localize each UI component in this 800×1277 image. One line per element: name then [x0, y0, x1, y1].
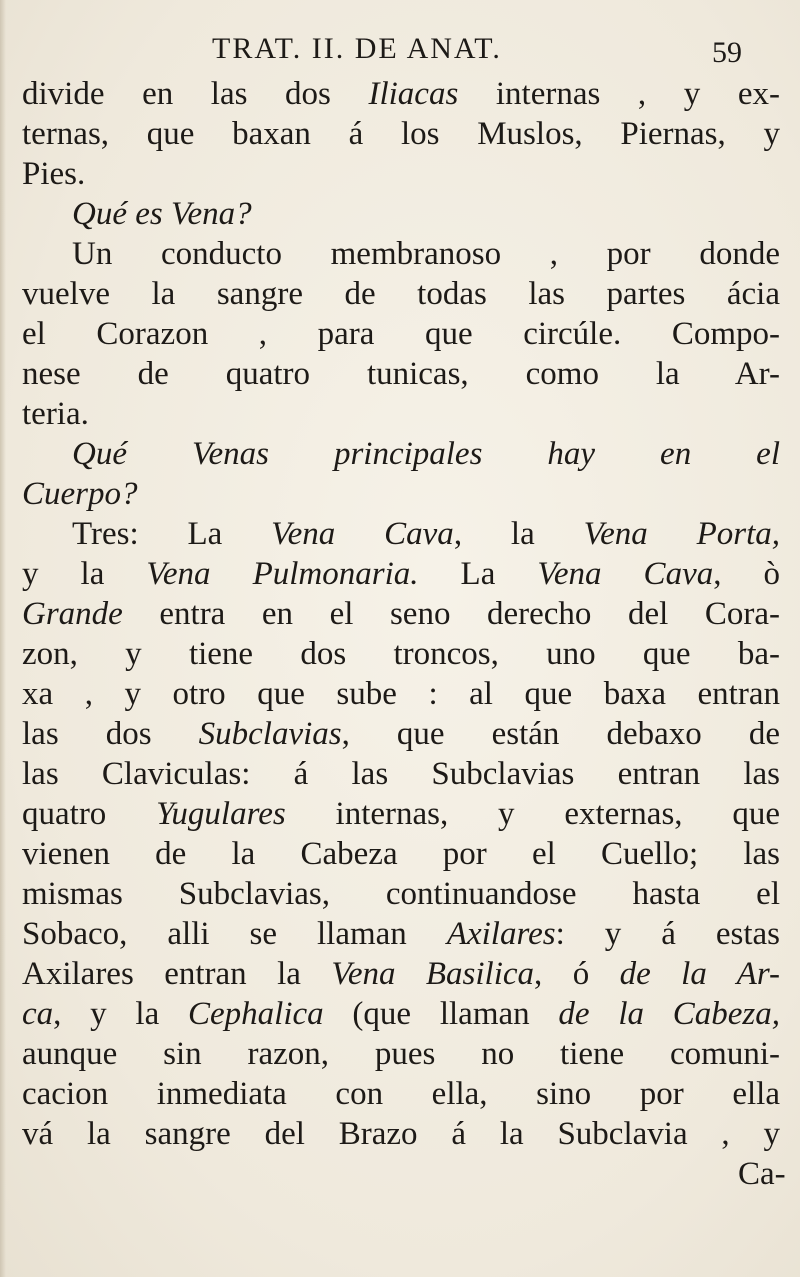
text-line — [22, 594, 780, 634]
text-span: , ó — [534, 956, 620, 992]
text-span: las dos — [22, 716, 199, 752]
text-span: Pies. — [22, 156, 86, 192]
text-span: nese de quatro tunicas, como la Ar- — [22, 356, 780, 392]
page-header — [0, 26, 800, 76]
italic-text: Grande — [22, 596, 123, 632]
text-line — [22, 954, 780, 994]
italic-text: Vena Cava — [537, 556, 714, 592]
text-line — [22, 434, 780, 474]
text-line — [22, 354, 780, 394]
italic-text: Iliacas — [368, 76, 459, 112]
text-span: xa , y otro que sube : al que baxa entran — [22, 676, 780, 712]
text-span: Axilares entran la — [22, 956, 332, 992]
text-line — [22, 754, 780, 794]
italic-text: Cuerpo? — [22, 476, 138, 512]
body-text — [22, 74, 786, 1194]
text-line — [22, 994, 780, 1034]
text-span: Tres: La — [72, 516, 272, 552]
text-span: vuelve la sangre de todas las partes ácia — [22, 276, 780, 312]
text-line — [22, 114, 780, 154]
italic-text: Qué Venas principales hay en el — [72, 436, 780, 472]
text-line — [22, 874, 780, 914]
text-span: zon, y tiene dos troncos, uno que ba- — [22, 636, 780, 672]
italic-text: Vena Porta, — [583, 516, 780, 552]
text-line — [22, 234, 780, 274]
italic-text: Vena Pulmonaria. — [146, 556, 419, 592]
text-line — [22, 794, 780, 834]
text-span: , ò — [713, 556, 780, 592]
text-line — [22, 154, 780, 194]
italic-text: Subclavias — [198, 716, 342, 752]
italic-text: Yugulares — [156, 796, 286, 832]
page-number: 59 — [712, 36, 742, 69]
text-line — [22, 394, 780, 434]
italic-text: de la Cabeza, — [558, 996, 780, 1032]
page-edge-shadow — [0, 0, 6, 1277]
italic-text: Vena Basilica — [331, 956, 535, 992]
text-span: divide en las dos — [22, 76, 369, 112]
text-span: y la — [22, 556, 147, 592]
text-span: , que están debaxo de — [341, 716, 780, 752]
text-span: : y á estas — [555, 916, 780, 952]
text-span: quatro — [22, 796, 157, 832]
text-span: el Corazon , para que circúle. Compo- — [22, 316, 780, 352]
text-span: vienen de la Cabeza por el Cuello; las — [22, 836, 780, 872]
text-span: mismas Subclavias, continuandose hasta el — [22, 876, 780, 912]
text-line — [22, 1034, 780, 1074]
text-span: , y la — [53, 996, 189, 1032]
text-span: entra en el seno derecho del Cora- — [122, 596, 780, 632]
text-line — [22, 314, 780, 354]
text-line — [22, 914, 780, 954]
text-line — [22, 74, 780, 114]
text-span: Sobaco, alli se llaman — [22, 916, 447, 952]
text-line — [22, 634, 780, 674]
text-line — [22, 194, 780, 234]
text-line — [22, 834, 780, 874]
text-span: internas, y externas, que — [285, 796, 780, 832]
text-line — [22, 274, 780, 314]
text-span: , la — [453, 516, 584, 552]
italic-text: Axilares — [446, 916, 556, 952]
running-head: TRAT. II. DE ANAT. — [212, 32, 502, 65]
text-span: aunque sin razon, pues no tiene comuni- — [22, 1036, 780, 1072]
text-span: teria. — [22, 396, 89, 432]
text-line — [22, 714, 780, 754]
text-line — [22, 474, 780, 514]
text-line — [22, 1074, 780, 1114]
text-line — [22, 514, 780, 554]
text-span: cacion inmediata con ella, sino por ella — [22, 1076, 780, 1112]
text-span: internas , y ex- — [458, 76, 780, 112]
text-span: La — [418, 556, 538, 592]
text-span: Un conducto membranoso , por donde — [72, 236, 780, 272]
catchword: Ca- — [738, 1156, 786, 1192]
italic-text: Cephalica — [188, 996, 324, 1032]
text-span: ternas, que baxan á los Muslos, Piernas, y — [22, 116, 780, 152]
italic-text: Qué es Vena? — [72, 196, 252, 232]
text-line — [22, 1114, 780, 1154]
text-span: las Claviculas: á las Subclavias entran las — [22, 756, 780, 792]
italic-text: ca — [22, 996, 54, 1032]
text-line — [22, 674, 780, 714]
text-span: vá la sangre del Brazo á la Subclavia , y — [22, 1116, 780, 1152]
italic-text: de la Ar- — [619, 956, 780, 992]
text-line — [22, 554, 780, 594]
italic-text: Vena Cava — [271, 516, 454, 552]
text-span: (que llaman — [323, 996, 559, 1032]
